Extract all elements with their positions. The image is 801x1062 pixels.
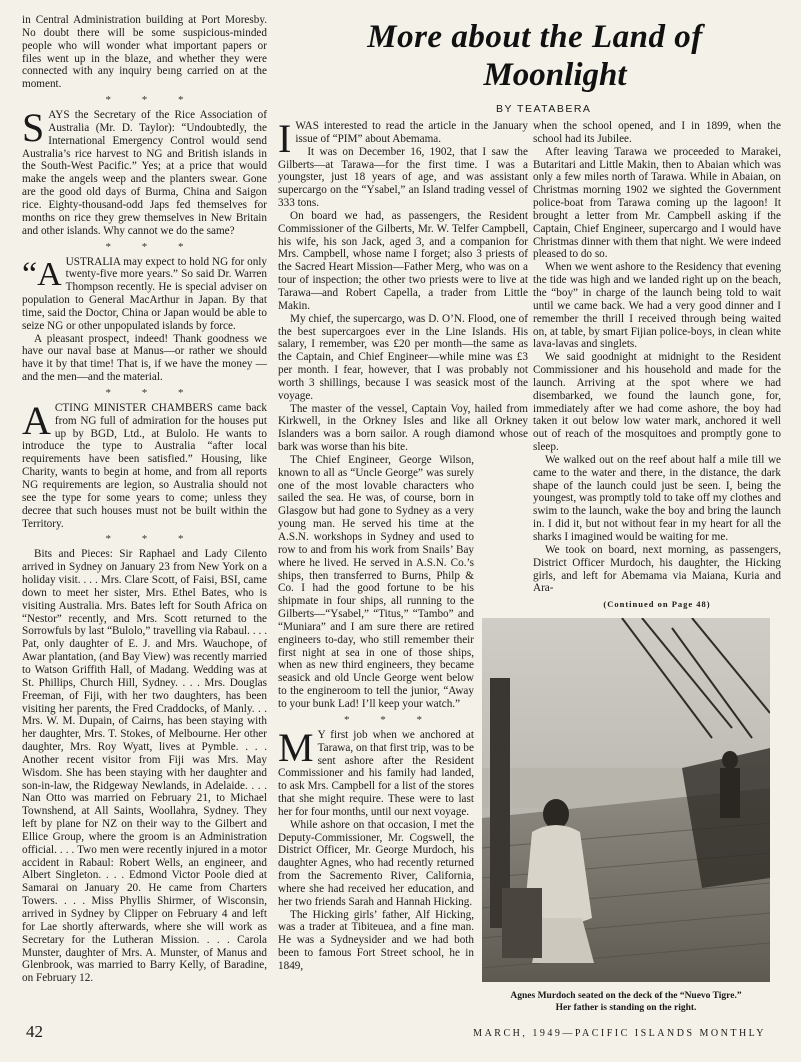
middle-paragraph-6: The Chief Engineer, George Wilson, known to all as “Uncle George” was surely one of the most lovable characters who sailed the sea. He was, of course, born in Glasgow but had gone to Sydney as a very young man. He served his time at the A.S.N. workshops in Sydney and used to row to and from his work from Snails’ Bay where he lived. He served in A.S.N. Co.’s ships, then transferred to Burns, Philp & Co. I had the good fortune to be his shipmate in four ships, all running to the Gilberts—“Ysabel,” “Titus,” “Tambo” and “Muniara” and I am sure there are retired engineers to-day, who still remember their first night at sea in one of those ships, when as new third engineers, they became seasick and old Uncle George went below to the engineroom to tell the junior, “Away to your bunk Lad! I’ll keep your watch.” [278, 453, 474, 710]
continued-notice: (Continued on Page 48) [603, 599, 711, 610]
left-paragraph-4: A pleasant prospect, indeed! Thank goodness we have our naval base at Manus—or rather we should have it by that time! That is, if we have the money —and the men—and the material. [22, 332, 267, 384]
right-paragraph-6: We took on board, next morning, as passengers, District Officer Murdoch, his daughter, the Hicking girls, and left for Abemama via Maiana, Kuria and Ara- [533, 543, 781, 595]
section-divider: * * * [105, 533, 198, 546]
photo-caption-line-2: Her father is standing on the right. [555, 1003, 697, 1013]
middle-paragraph-7 [278, 724, 474, 819]
photo-caption-line-1: Agnes Murdoch seated on the deck of the “Nuevo Tigre.” [510, 991, 742, 1001]
left-paragraph-3 [22, 256, 267, 333]
right-paragraph-2: After leaving Tarawa we proceeded to Marakei, Butaritari and Little Makin, then to Abaian which was only a few miles north of Tarawa. While in Abaian, on Christmas morning 1902 we sighted the Government police-boat from Tarawa coming up the lagoon! It brought a letter from Mr. Campbell asking if the Captain, Chief Engineer, supercargo and I would have Christmas dinner with them that night. We were indeed pleased to do so. [533, 145, 781, 261]
right-paragraph-4: We said goodnight at midnight to the Resident Commissioner and his household and made for the launch. Arriving at the spot where we had disembarked, we found the launch gone, for, immediately after we had come ashore, the boy had taken it out below low water mark, anchored it well out of reach of the mosquitoes and promptly gone to sleep. [533, 351, 781, 454]
section-divider: * * * [105, 240, 198, 253]
section-divider: * * * [105, 94, 198, 107]
right-paragraph-1: when the school opened, and I in 1899, when the school had its Jubilee. [533, 120, 781, 145]
left-paragraph-6: Bits and Pieces: Sir Raphael and Lady Cilento arrived in Sydney on January 23 from New York on a holiday visit. . . . Mrs. Clare Scott, of Faisi, BSI, came down to meet her sister, Mrs. Ethel Bates, who is visiting Australia. Mrs. Bates left for South Africa on “Nestor” recently, and Mrs. Scott returned to the Sorrowfuls by last “Bulolo,” travelling via Rabaul. . . . Pat, only daughter of E. J. and Mrs. Wauchope, of Awar plantation, (and Bay View) was recently married to Watson Griffith Hall, of Madang. Wedding was at St. Phillips, Church Hill, Sydney. . . . Mrs. Douglas Freeman, of Fiji, with her two daughters, has been visiting her parents, the Fred Craddocks, of Manly. . . Mrs. W. M. Dupain, of Cairns, has been staying with her daughter, Mrs. T. Stokes, of Melbourne. Her other daughter, Mrs. Roy Wyatt, lives at Pymble. . . . Another recent visitor from Fiji was Mrs. May Wisdom. She has been staying with her daughter and son-in-law, the Ridgeway Newlands, in Adelaide. . . . Nan Otto was married on February 21, to Michael Townshend, at All Saints, Woollahra, Sydney. They left by plane for NZ on their way to the Gilbert and Ellice Group, where the groom is an Administration official. . . . Two men were recently injured in a motor accident in Rabaul: Robert Wells, an engineer, and Albert Singleton. . . . Edmond Victor Poole died at Samarai on January 20. He came from Charters Towers. . . . Miss Phyllis Shirmer, of Wisconsin, arrived in Sydney by Clipper on February 4 and left for Lae shortly afterwards, where she will work as Secretary for the Lutheran Mission. . . . Carola Munster, daughter of Mrs. A. Munster, of Manus and Glenbrook, was married to Barry Kelly, of Baradine, on February 12. [22, 548, 267, 985]
middle-paragraph-7-text: Y first job when we anchored at Tarawa, on that first trip, was to be sent ashore after the Resident Commissioner and his family had landed, to ask Mrs. Campbell for a list of the stores that she might require. These were to last her for four months, until our next voyage. [278, 728, 474, 818]
section-divider: * * * [344, 713, 436, 726]
page-number: 42 [26, 1022, 43, 1041]
drop-cap: A [22, 397, 51, 443]
middle-paragraph-8: While ashore on that occasion, I met the Deputy-Commissioner, Mr. Cogswell, the District Officer, Mr. George Murdoch, his daughter Agnes, who had recently returned from the Sacremento River, California, where she had received her education, and her two friends Sarah and Hannah Hicking. [278, 818, 474, 908]
section-divider: * * * [105, 386, 198, 399]
middle-paragraph-9: The Hicking girls’ father, Alf Hicking, was a trader at Tibiteuea, and a fine man. He was a Sydneysider and we had both been to famous Fort Street school, he in 1849, [278, 908, 474, 972]
photo-caption [482, 990, 770, 1014]
middle-paragraph-2: It was on December 16, 1902, that I saw the Gilberts—at Tarawa—for the first time. I was a youngster, just 18 years of age, and was assistant supercargo on the “Ysabel,” an Island trading vessel of 333 tons. [278, 145, 528, 210]
photo-image [482, 618, 770, 982]
running-footer: MARCH, 1949—PACIFIC ISLANDS MONTHLY [473, 1028, 766, 1039]
article-title [300, 18, 770, 94]
article-title-line-2: Moonlight [483, 57, 627, 93]
left-paragraph-2-text: AYS the Secretary of the Rice Association of Australia (Mr. D. Taylor): “Undoubtedly, the International Emergency Control would send Australia’s rice harvest to NG and British islands in the South-West Pacific.” Yes; at a price that would make the angels weep and the planters swear. Gone are the good old days of Burma, China and Saigon rice. Eighty-thousand-odd Japs fed themselves for months on rice they grew themselves in New Britain and other islands. Why cannot we do the same? [22, 109, 267, 237]
middle-paragraph-1 [278, 116, 528, 161]
left-paragraph-5 [22, 397, 267, 530]
middle-paragraph-5: The master of the vessel, Captain Voy, hailed from Kirkwell, in the Orkney Isles and like all Orkney Islanders was a born sailor. A rough diamond whose bark was worse than his bite. [278, 402, 528, 454]
right-column [533, 120, 781, 609]
drop-cap: S [22, 105, 45, 151]
left-paragraph-3-text: USTRALIA may expect to hold NG for only twenty-five more years.” So said Dr. Warren Thompson recently. He is special adviser on population to General MacArthur in Japan. By that time, said the Doctor, China or Japan would be able to seize NG or other unpopulated islands by force. [22, 255, 267, 332]
photo-deck-scene [482, 618, 770, 982]
left-paragraph-1: in Central Administration building at Port Moresby. No doubt there will be some suspicious-minded people who will wonder what important papers or files went up in the blaze, and whether they were connected with any inquiry beıng carried on at the moment. [22, 14, 267, 91]
article-title-line-1: More about the Land of [367, 19, 703, 55]
drop-cap: M [278, 724, 314, 770]
right-paragraph-3: When we went ashore to the Residency that evening the tide was high and we landed right up on the beach, the “boy” in charge of the launch being told to wait until we came back. We had a very good dinner and I remember the thrill I received through being waited on, at table, by smart Fijian police-boys, in clean white lava-lavas and singlets. [533, 261, 781, 351]
drop-cap: I [278, 116, 292, 161]
middle-paragraph-1-text: WAS interested to read the article in the January issue of “PIM” about Abemama. [295, 120, 528, 145]
middle-paragraph-4: My chief, the supercargo, was D. O’N. Flood, one of the best supercargoes ever in the Line Islands. His salary, I remember, was £20 per month—the same as the Captain, and Chief Engineer—while mine was £3 per month. I fear, however, that I was probably not worth 3 shillings, because I was seasick most of the voyage. [278, 312, 528, 402]
right-paragraph-5: We walked out on the reef about half a mile till we came to the water and there, in the distance, the dark shape of the launch could just be seen. I, being the youngest, was promptly told to take off my clothes and swim to the launch, wake the boy and bring the launch in. I did it, but not without fear in my heart for all the sharks I imagined would be waiting for me. [533, 453, 781, 543]
drop-cap: “A [22, 255, 62, 293]
left-column [22, 14, 267, 985]
byline: BY TEATABERA [496, 103, 592, 115]
middle-paragraph-3: On board we had, as passengers, the Resident Commissioner of the Gilberts, Mr. W. Telfer Campbell, his wife, his son Jack, aged 3, and a companion for Mrs. Campbell, whose name I forget; also 3 priests of the Sacred Heart Mission—Father Merg, who was on a tour of inspection; the other two priests were to live at Tarawa—and Robert Capella, a trader from Little Makin. [278, 209, 528, 312]
left-paragraph-2 [22, 105, 267, 237]
left-paragraph-5-text: CTING MINISTER CHAMBERS came back from NG full of admiration for the houses put up by BGD, Ltd., at Bulolo. He wants to introduce the type to Australia “after local requirements have been satisfied.” Housing, like Charity, wants to begin at home, and from all reports NG requirements are legion, so Australia should not see the type for some years to come; unless they decree that such houses must not be built within the Territory. [22, 401, 267, 530]
